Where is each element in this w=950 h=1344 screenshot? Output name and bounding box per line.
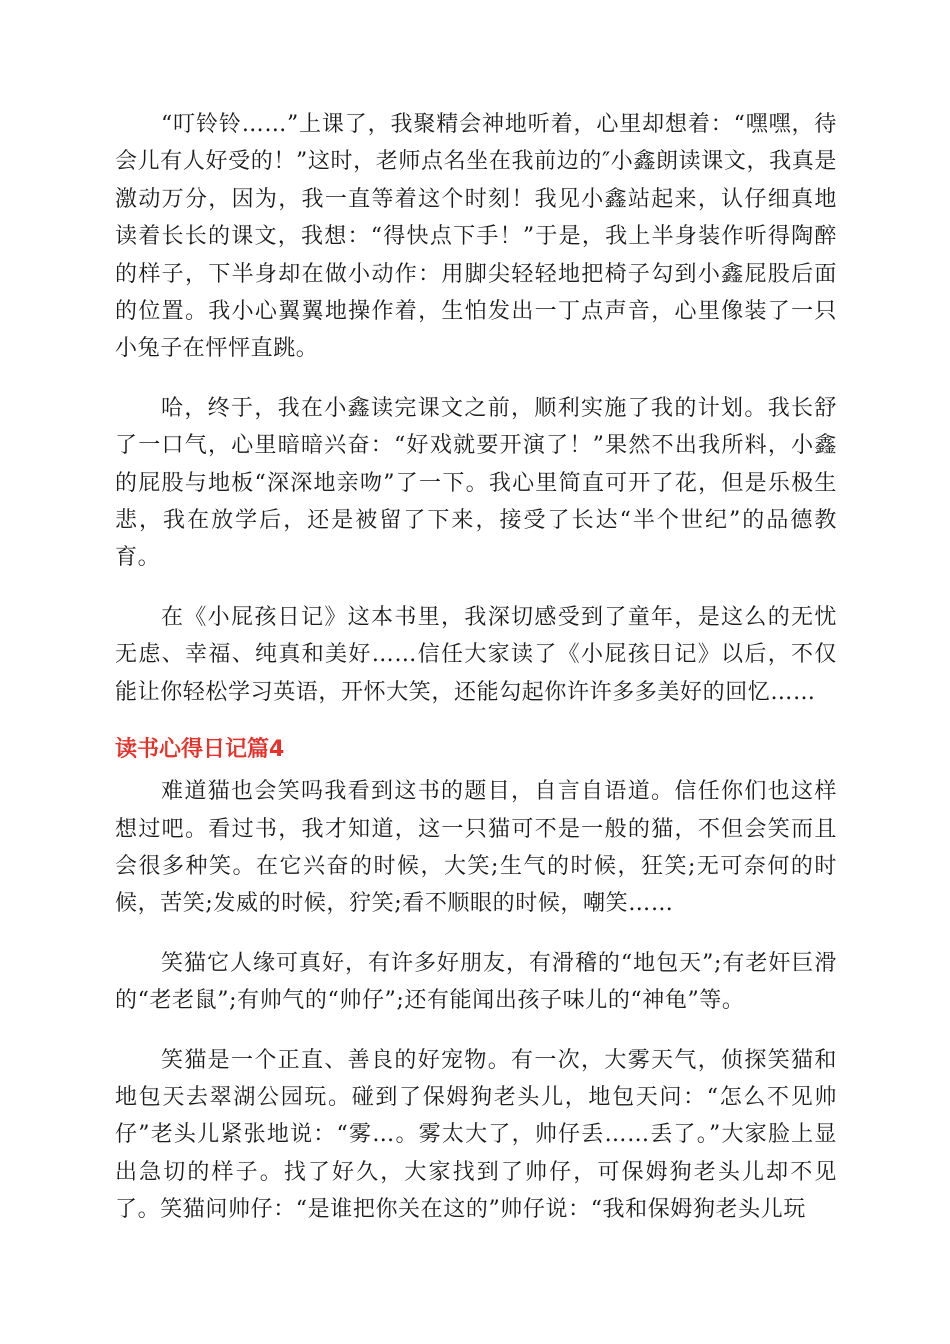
paragraph-plan-success: 哈，终于，我在小鑫读完课文之前，顺利实施了我的计划。我长舒了一口气，心里暗暗兴奋：“好戏就要开演了！”果然不出我所料，小鑫的屁股与地板“深深地亲吻”了一下。我心里简直可开了花，但是乐极生悲，我在放学后，还是被留了下来，接受了长达“半个世纪”的品德教育。 xyxy=(115,395,837,571)
paragraph-laughing-cat-intro: 难道猫也会笑吗我看到这书的题目，自言自语道。信任你们也这样想过吧。看过书，我才知道，这一只猫可不是一般的猫，不但会笑而且会很多种笑。在它兴奋的时候，大笑;生气的时候，狂笑;无可奈何的时候，苦笑;发威的时候，狞笑;看不顺眼的时候，嘲笑…… xyxy=(115,779,837,917)
paragraph-classroom-prank: “叮铃铃……”上课了，我聚精会神地听着，心里却想着：“嘿嘿，待会儿有人好受的！”这时，老师点名坐在我前边的″小鑫朗读课文，我真是激动万分，因为，我一直等着这个时刻！我见小鑫站起来，认仔细真地读着长长的课文，我想：“得快点下手！”于是，我上半身装作听得陶醉的样子，下半身却在做小动作：用脚尖轻轻地把椅子勾到小鑫屁股后面的位置。我小心翼翼地操作着，生怕发出一丁点声音，心里像装了一只小兔子在怦怦直跳。 xyxy=(115,112,837,362)
document-page xyxy=(115,106,837,1251)
paragraph-laughing-cat-story: 笑猫是一个正直、善良的好宠物。有一次，大雾天气，侦探笑猫和地包天去翠湖公园玩。碰到了保姆狗老头儿，地包天问：“怎么不见帅仔”老头儿紧张地说：“雾…。雾太大了，帅仔丢……丢了。”大家脸上显出急切的样子。找了好久，大家找到了帅仔，可保姆狗老头儿却不见了。笑猫问帅仔：“是谁把你关在这的”帅仔说：“我和保姆狗老头儿玩 xyxy=(115,1047,837,1223)
paragraph-book-reflection: 在《小屁孩日记》这本书里，我深切感受到了童年，是这么的无忧无虑、幸福、纯真和美好……信任大家读了《小屁孩日记》以后，不仅能让你轻松学习英语，开怀大笑，还能勾起你许许多多美好的回忆…… xyxy=(115,604,837,705)
section-heading: 读书心得日记篇4 xyxy=(115,737,285,763)
paragraph-laughing-cat-friends: 笑猫它人缘可真好，有许多好朋友，有滑稽的“地包天”;有老奸巨滑的“老老鼠”;有帅气的“帅仔”;还有能闻出孩子味儿的“神龟”等。 xyxy=(115,950,837,1014)
